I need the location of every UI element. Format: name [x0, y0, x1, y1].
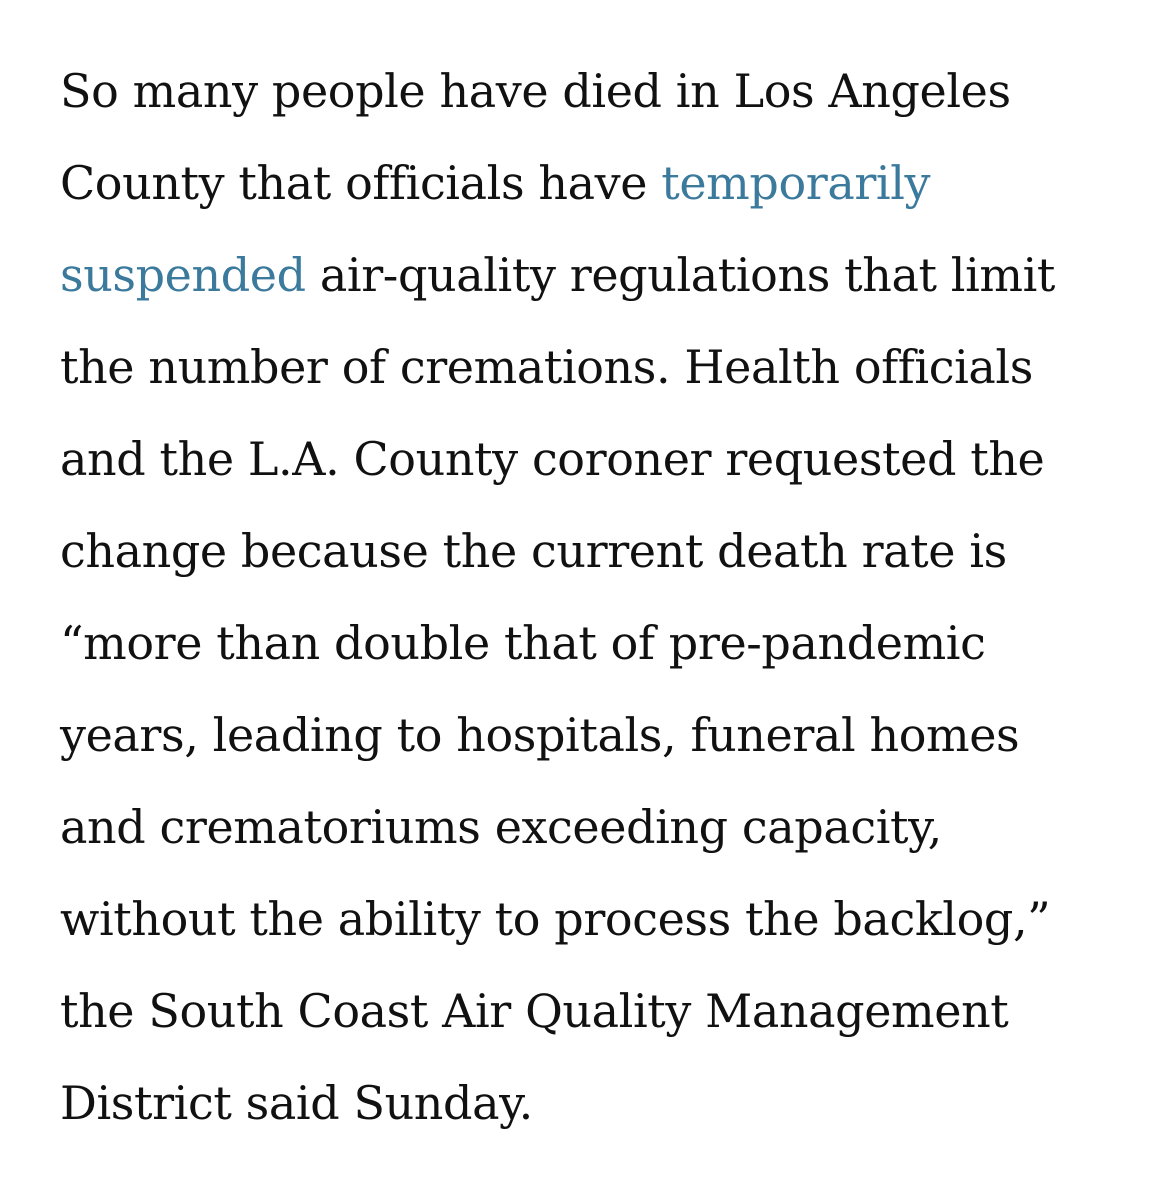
temporarily-suspended-link-continued[interactable]: suspended	[60, 248, 306, 302]
paragraph-line-1: So many people have died in Los Angeles	[60, 64, 1011, 118]
paragraph-line-6: change because the current death rate is	[60, 524, 1007, 578]
paragraph-line-5: and the L.A. County coroner requested the	[60, 432, 1045, 486]
paragraph-line-3	[60, 229, 1130, 321]
temporarily-suspended-link[interactable]: temporarily	[661, 156, 931, 210]
article-paragraph	[60, 45, 1130, 1149]
paragraph-line-4: the number of cremations. Health officials	[60, 340, 1033, 394]
paragraph-line-9: and crematoriums exceeding capacity,	[60, 800, 942, 854]
paragraph-text: air-quality regulations that limit	[305, 248, 1056, 302]
paragraph-line-10: without the ability to process the backlog,”	[60, 892, 1051, 946]
paragraph-line-7: “more than double that of pre-pandemic	[60, 616, 986, 670]
paragraph-line-2	[60, 137, 1130, 229]
paragraph-text: County that officials have	[60, 156, 662, 210]
paragraph-line-8: years, leading to hospitals, funeral homes	[60, 708, 1020, 762]
paragraph-line-12: District said Sunday.	[60, 1076, 533, 1130]
paragraph-line-11: the South Coast Air Quality Management	[60, 984, 1009, 1038]
